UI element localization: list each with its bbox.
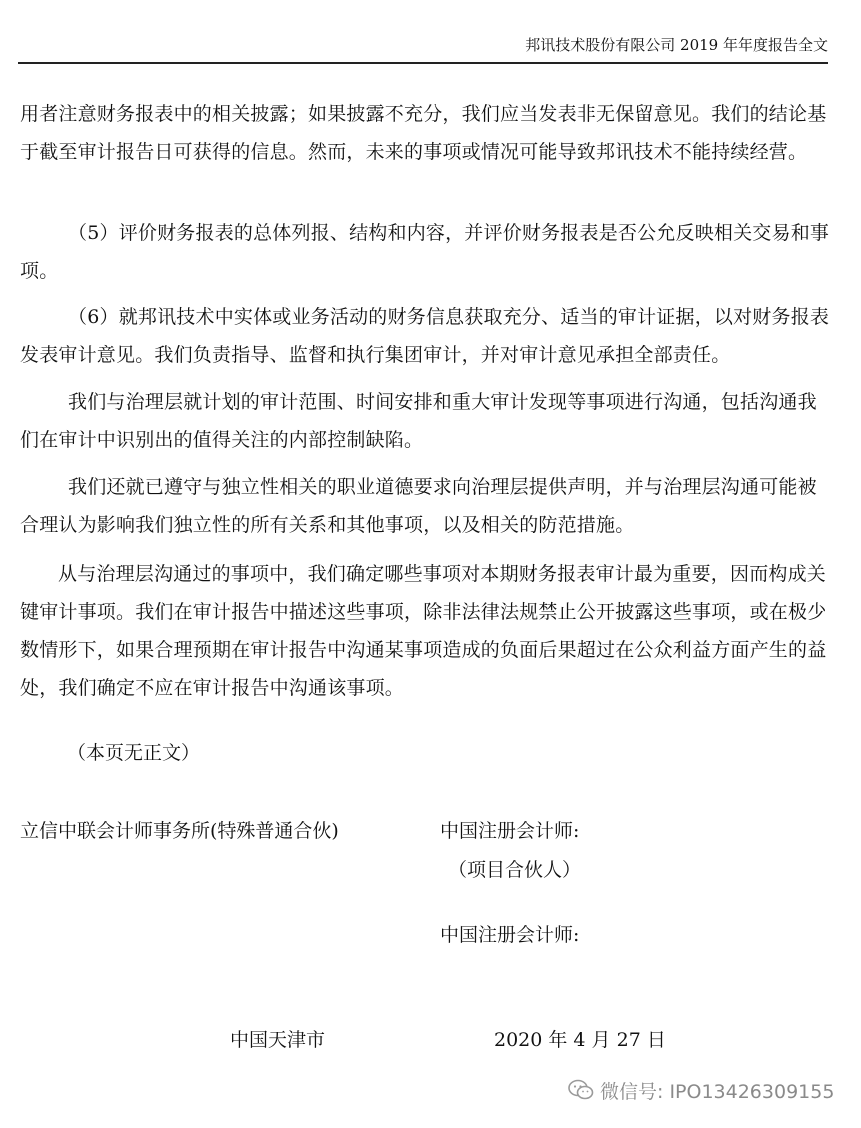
paragraph-independence: 我们还就已遵守与独立性相关的职业道德要求向治理层提供声明，并与治理层沟通可能被合理认为影响我们独立性的所有关系和其他事项，以及相关的防范措施。: [20, 476, 817, 536]
paragraph-item-5: （5）评价财务报表的总体列报、结构和内容，并评价财务报表是否公允反映相关交易和事项。: [20, 222, 830, 282]
report-header: [18, 34, 828, 64]
report-header-title: 邦讯技术股份有限公司 2019 年年度报告全文: [525, 36, 828, 54]
signing-date: 2020 年 4 月 27 日: [494, 1029, 666, 1051]
paragraph-key-audit-matters: 从与治理层沟通过的事项中，我们确定哪些事项对本期财务报表审计最为重要，因而构成关键审计事项。我们在审计报告中描述这些事项，除非法律法规禁止公开披露这些事项，或在极少数情形下，如果合理预期在审计报告中沟通某事项造成的负面后果超过在公众利益方面产生的益处，我们确定不应在审计报告中沟通该事项。: [20, 563, 827, 699]
watermark-text: 微信号: IPO13426309155: [600, 1080, 835, 1103]
paragraph-going-concern: 用者注意财务报表中的相关披露；如果披露不充分，我们应当发表非无保留意见。我们的结论基于截至审计报告日可获得的信息。然而，未来的事项或情况可能导致邦讯技术不能持续经营。: [20, 103, 827, 163]
paragraph-communication: 我们与治理层就计划的审计范围、时间安排和重大审计发现等事项进行沟通，包括沟通我们在审计中识别出的值得关注的内部控制缺陷。: [20, 391, 817, 451]
wechat-icon: [568, 1079, 594, 1101]
paragraph-item-6: （6）就邦讯技术中实体或业务活动的财务信息获取充分、适当的审计证据，以对财务报表发表审计意见。我们负责指导、监督和执行集团审计，并对审计意见承担全部责任。: [20, 306, 830, 366]
audit-firm-name: 立信中联会计师事务所(特殊普通合伙): [20, 820, 339, 842]
cpa-signature-label-2: 中国注册会计师:: [440, 924, 580, 946]
wechat-watermark: [568, 1075, 834, 1105]
cpa-role-label: （项目合伙人）: [448, 859, 582, 881]
cpa-signature-label-1: 中国注册会计师:: [440, 820, 580, 842]
page-note: （本页无正文）: [67, 742, 201, 764]
signing-city: 中国天津市: [230, 1029, 326, 1051]
